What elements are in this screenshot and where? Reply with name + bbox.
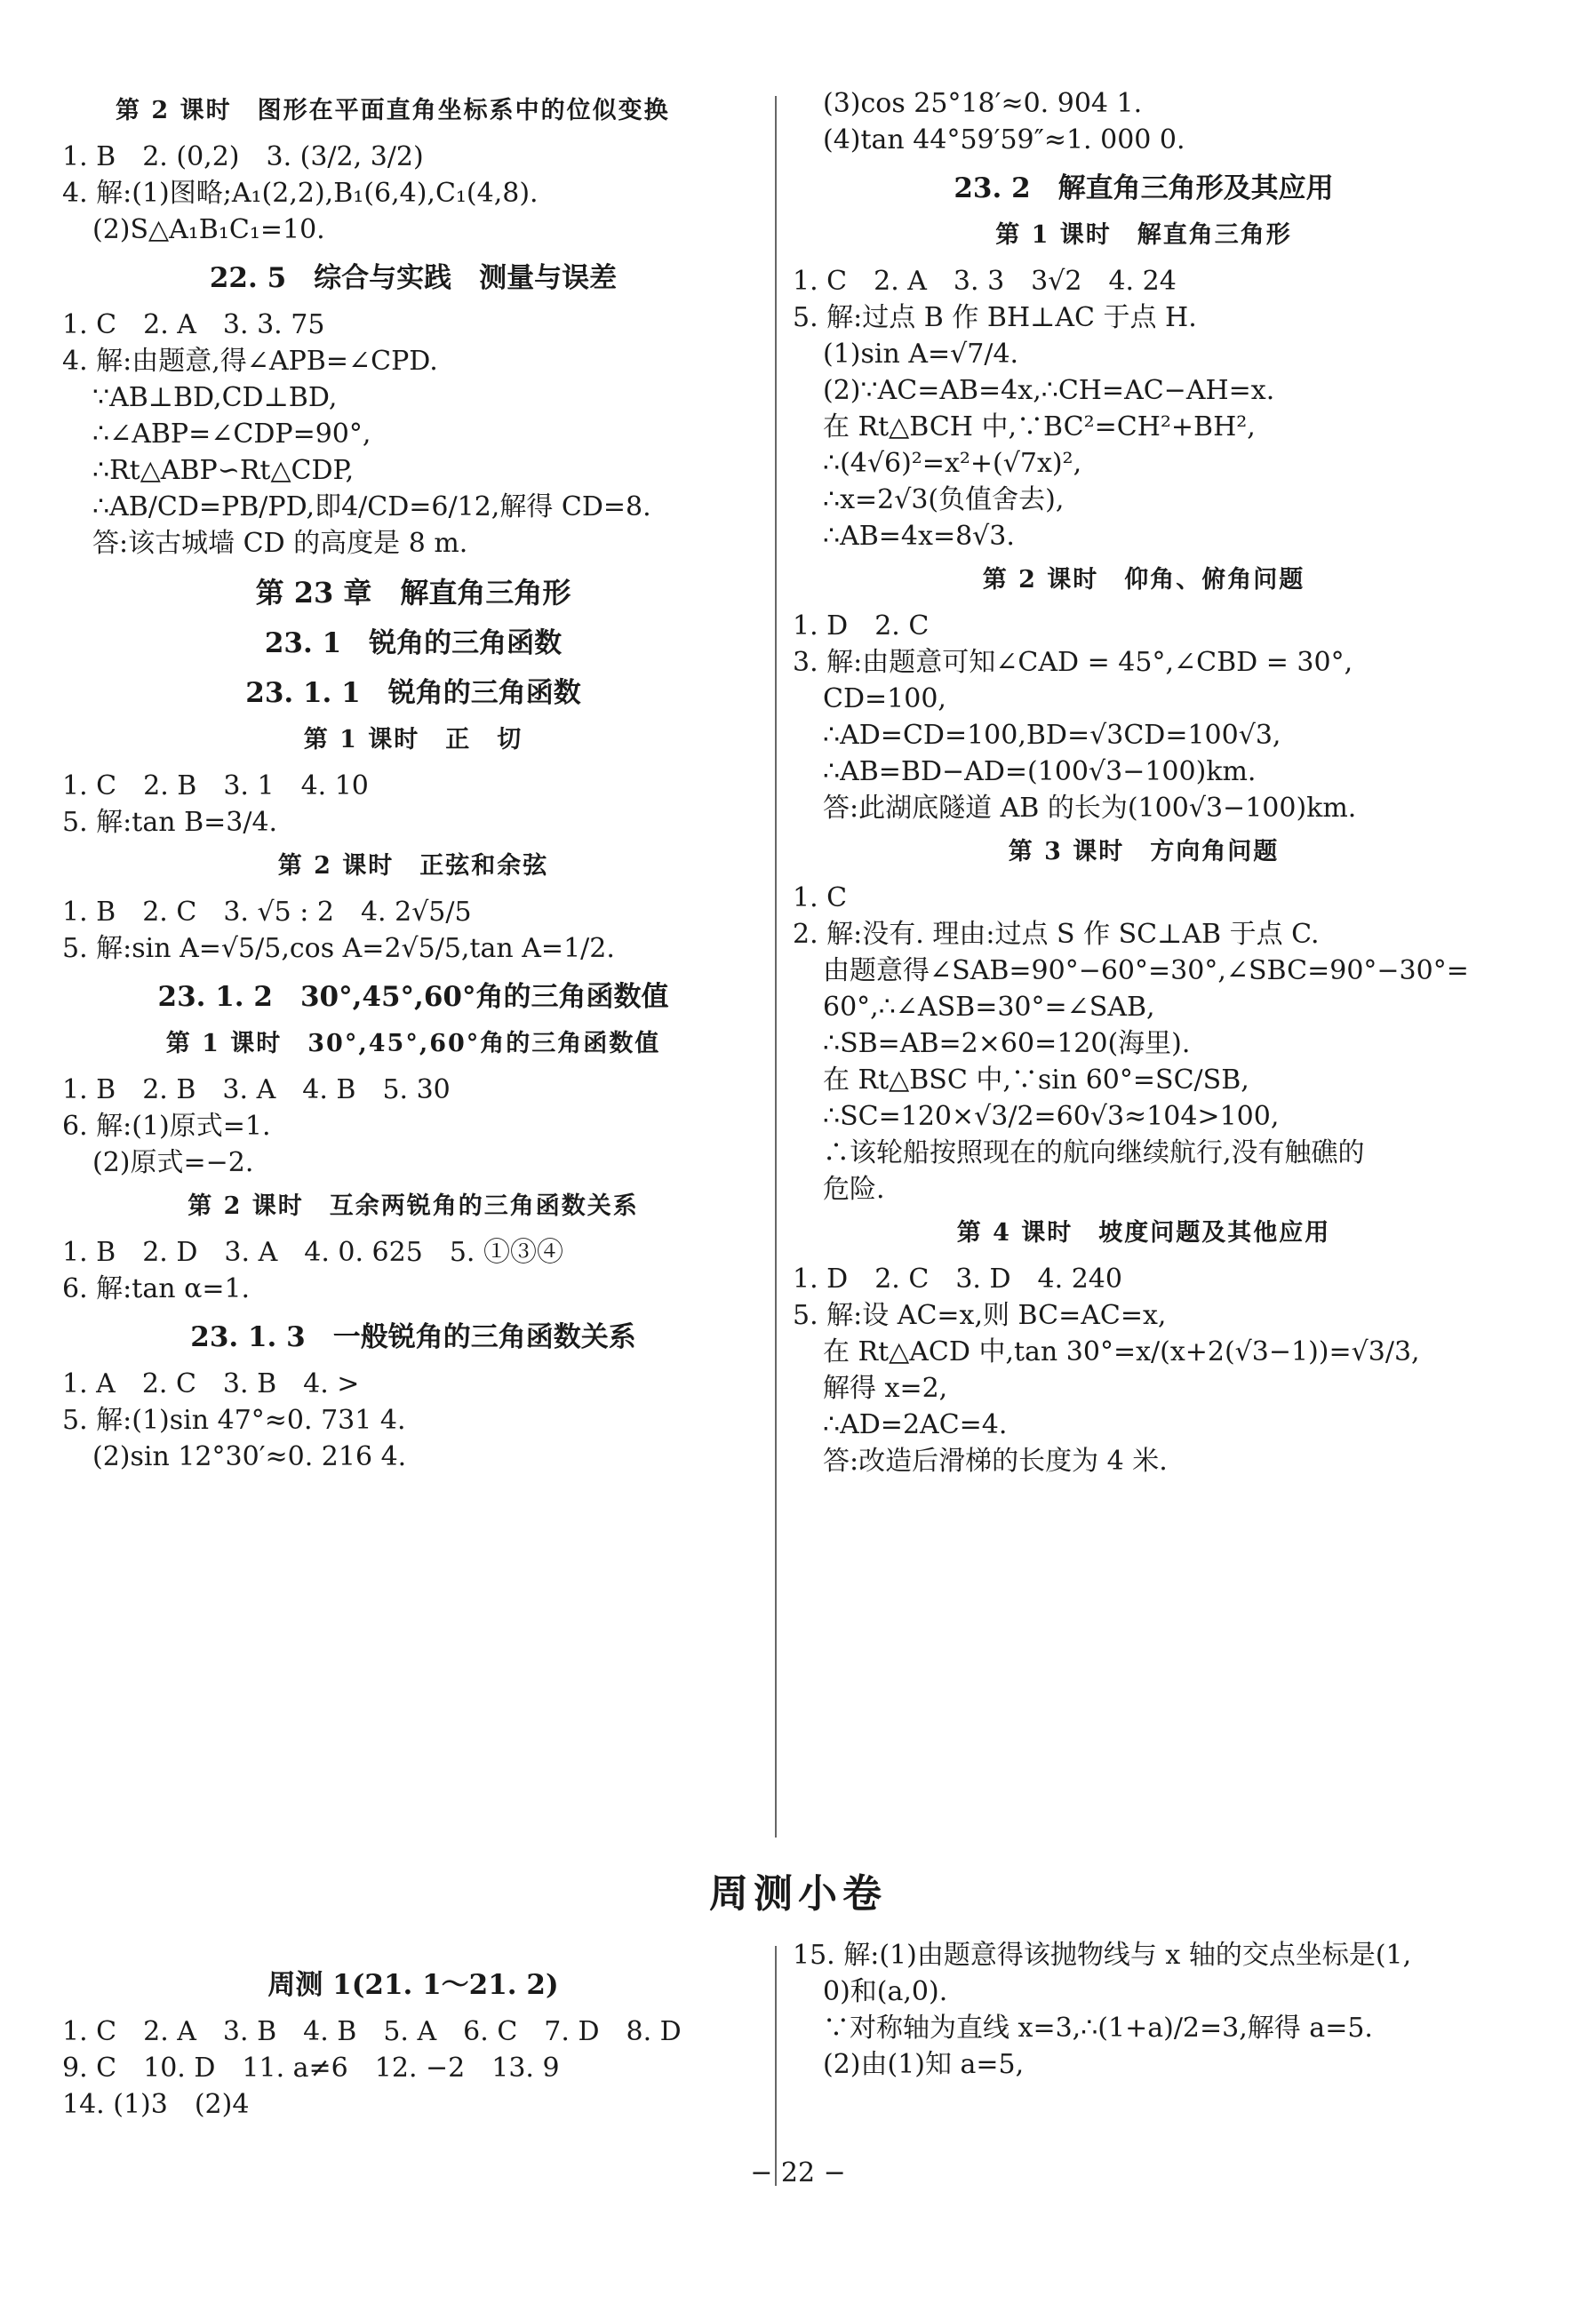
answer-line: ∴AD=CD=100,BD=√3CD=100√3, xyxy=(823,720,1281,751)
answer-line: ∵对称轴为直线 x=3,∴(1+a)/2=3,解得 a=5. xyxy=(823,2013,1373,2044)
weekly-left-column xyxy=(62,1955,764,2123)
answer-line: 在 Rt△BCH 中,∵BC²=CH²+BH², xyxy=(823,411,1256,442)
lesson-heading: 第 1 课时 解直角三角形 xyxy=(995,221,1292,249)
answer-line: 1. C 2. A 3. 3. 75 xyxy=(62,309,325,340)
weekly-right-column xyxy=(793,1937,1495,2083)
answer-line: (2)由(1)知 a=5, xyxy=(823,2049,1025,2080)
answer-line: (2)原式=−2. xyxy=(92,1147,254,1178)
answer-line: 由题意得∠SAB=90°−60°=30°,∠SBC=90°−30°= xyxy=(823,955,1469,986)
answer-line: ∴该轮船按照现在的航向继续航行,没有触礁的 xyxy=(823,1137,1365,1168)
answer-line: ∴SC=120×√3/2=60√3≈104>100, xyxy=(823,1101,1280,1132)
weekly-column-divider xyxy=(775,1946,777,2186)
right-column xyxy=(793,85,1495,1479)
left-column xyxy=(62,85,764,1475)
answer-line: 5. 解:(1)sin 47°≈0. 731 4. xyxy=(62,1405,406,1436)
answer-line: 答:改造后滑梯的长度为 4 米. xyxy=(823,1446,1168,1477)
answer-line: 60°,∴∠ASB=30°=∠SAB, xyxy=(823,992,1155,1023)
answer-line: ∴AB=BD−AD=(100√3−100)km. xyxy=(823,756,1257,787)
lesson-heading: 第 2 课时 正弦和余弦 xyxy=(277,852,549,880)
answer-line: 1. C xyxy=(793,882,848,913)
answer-line: 危险. xyxy=(823,1174,885,1205)
answer-line: ∴(4√6)²=x²+(√7x)², xyxy=(823,448,1082,479)
answer-line: (4)tan 44°59′59″≈1. 000 0. xyxy=(823,124,1185,155)
section-heading: 23. 1 锐角的三角函数 xyxy=(264,627,563,659)
answer-line: 5. 解:过点 B 作 BH⊥AC 于点 H. xyxy=(793,302,1197,333)
answer-line: 1. A 2. C 3. B 4. > xyxy=(62,1368,360,1399)
answer-line: 15. 解:(1)由题意得该抛物线与 x 轴的交点坐标是(1, xyxy=(793,1940,1412,1971)
answer-line: 6. 解:tan α=1. xyxy=(62,1273,251,1304)
answer-line: ∴SB=AB=2×60=120(海里). xyxy=(823,1028,1191,1059)
lesson-heading: 第 2 课时 仰角、俯角问题 xyxy=(982,566,1305,594)
answer-line: 1. C 2. A 3. 3 3√2 4. 24 xyxy=(793,266,1177,297)
answer-line: (3)cos 25°18′≈0. 904 1. xyxy=(823,88,1143,119)
answer-line: 在 Rt△ACD 中,tan 30°=x/(x+2(√3−1))=√3/3, xyxy=(823,1336,1420,1367)
chapter-heading: 第 23 章 解直角三角形 xyxy=(255,576,571,610)
answer-line: (2)sin 12°30′≈0. 216 4. xyxy=(92,1441,407,1472)
lesson-heading: 第 4 课时 坡度问题及其他应用 xyxy=(956,1219,1331,1247)
section-heading: 23. 2 解直角三角形及其应用 xyxy=(954,172,1334,204)
answer-line: 1. B 2. D 3. A 4. 0. 625 5. ①③④ xyxy=(62,1237,563,1268)
answer-line: CD=100, xyxy=(823,683,946,714)
page-number: − 22 − xyxy=(750,2157,846,2188)
answer-line: 在 Rt△BSC 中,∵sin 60°=SC/SB, xyxy=(823,1064,1249,1096)
answer-line: 6. 解:(1)原式=1. xyxy=(62,1111,271,1142)
answer-line: 答:此湖底隧道 AB 的长为(100√3−100)km. xyxy=(823,793,1357,824)
answer-line: ∴AB/CD=PB/PD,即4/CD=6/12,解得 CD=8. xyxy=(92,491,651,522)
lesson-heading: 第 3 课时 方向角问题 xyxy=(1008,838,1280,865)
answer-line: (2)S△A₁B₁C₁=10. xyxy=(92,214,325,245)
lesson-heading: 第 1 课时 正 切 xyxy=(303,726,523,753)
answer-line: 1. D 2. C 3. D 4. 240 xyxy=(793,1264,1122,1295)
answer-line: (2)∵AC=AB=4x,∴CH=AC−AH=x. xyxy=(823,375,1275,406)
lesson-heading: 第 2 课时 图形在平面直角坐标系中的位似变换 xyxy=(116,97,670,124)
answer-line: ∴AD=2AC=4. xyxy=(823,1409,1008,1440)
answer-line: 1. D 2. C xyxy=(793,610,930,642)
lesson-heading: 第 1 课时 30°,45°,60°角的三角函数值 xyxy=(165,1030,661,1057)
answer-line: 5. 解:设 AC=x,则 BC=AC=x, xyxy=(793,1300,1167,1331)
answer-line: 5. 解:tan B=3/4. xyxy=(62,807,278,838)
answer-line: ∴x=2√3(负值舍去), xyxy=(823,484,1065,515)
answer-line: ∴∠ABP=∠CDP=90°, xyxy=(92,419,371,450)
answer-line: 1. C 2. A 3. B 4. B 5. A 6. C 7. D 8. D xyxy=(62,2016,682,2047)
answer-line: 答:该古城墙 CD 的高度是 8 m. xyxy=(92,528,468,559)
answer-line: ∴Rt△ABP∽Rt△CDP, xyxy=(92,455,355,486)
answer-line: 1. B 2. (0,2) 3. (3/2, 3/2) xyxy=(62,141,424,172)
lesson-heading: 第 2 课时 互余两锐角的三角函数关系 xyxy=(188,1192,639,1220)
answer-line: 4. 解:(1)图略;A₁(2,2),B₁(6,4),C₁(4,8). xyxy=(62,178,539,209)
answer-line: 4. 解:由题意,得∠APB=∠CPD. xyxy=(62,346,438,377)
section-heading: 23. 1. 2 30°,45°,60°角的三角函数值 xyxy=(157,981,669,1013)
answer-line: 9. C 10. D 11. a≠6 12. −2 13. 9 xyxy=(62,2053,560,2084)
answer-line: 14. (1)3 (2)4 xyxy=(62,2089,250,2120)
section-heading: 周测 1(21. 1～21. 2) xyxy=(267,1969,559,2001)
answer-line: 1. B 2. C 3. √5 : 2 4. 2√5/5 xyxy=(62,897,472,928)
answer-line: 5. 解:sin A=√5/5,cos A=2√5/5,tan A=1/2. xyxy=(62,933,615,964)
answer-line: ∴AB=4x=8√3. xyxy=(823,521,1015,552)
column-divider xyxy=(775,96,777,1838)
section-heading: 23. 1. 3 一般锐角的三角函数关系 xyxy=(190,1321,636,1353)
answer-line: 3. 解:由题意可知∠CAD = 45°,∠CBD = 30°, xyxy=(793,647,1353,678)
answer-line: 2. 解:没有. 理由:过点 S 作 SC⊥AB 于点 C. xyxy=(793,919,1320,950)
answer-line: 解得 x=2, xyxy=(823,1373,948,1404)
answer-line: 1. C 2. B 3. 1 4. 10 xyxy=(62,770,369,801)
answer-line: 0)和(a,0). xyxy=(823,1976,948,2007)
section-heading: 23. 1. 1 锐角的三角函数 xyxy=(245,677,581,709)
answer-line: ∵AB⊥BD,CD⊥BD, xyxy=(92,382,338,413)
section-heading: 22. 5 综合与实践 测量与误差 xyxy=(209,262,618,294)
answer-line: 1. B 2. B 3. A 4. B 5. 30 xyxy=(62,1074,451,1105)
answer-line: (1)sin A=√7/4. xyxy=(823,339,1019,370)
weekly-test-title: 周测小卷 xyxy=(709,1871,887,1917)
